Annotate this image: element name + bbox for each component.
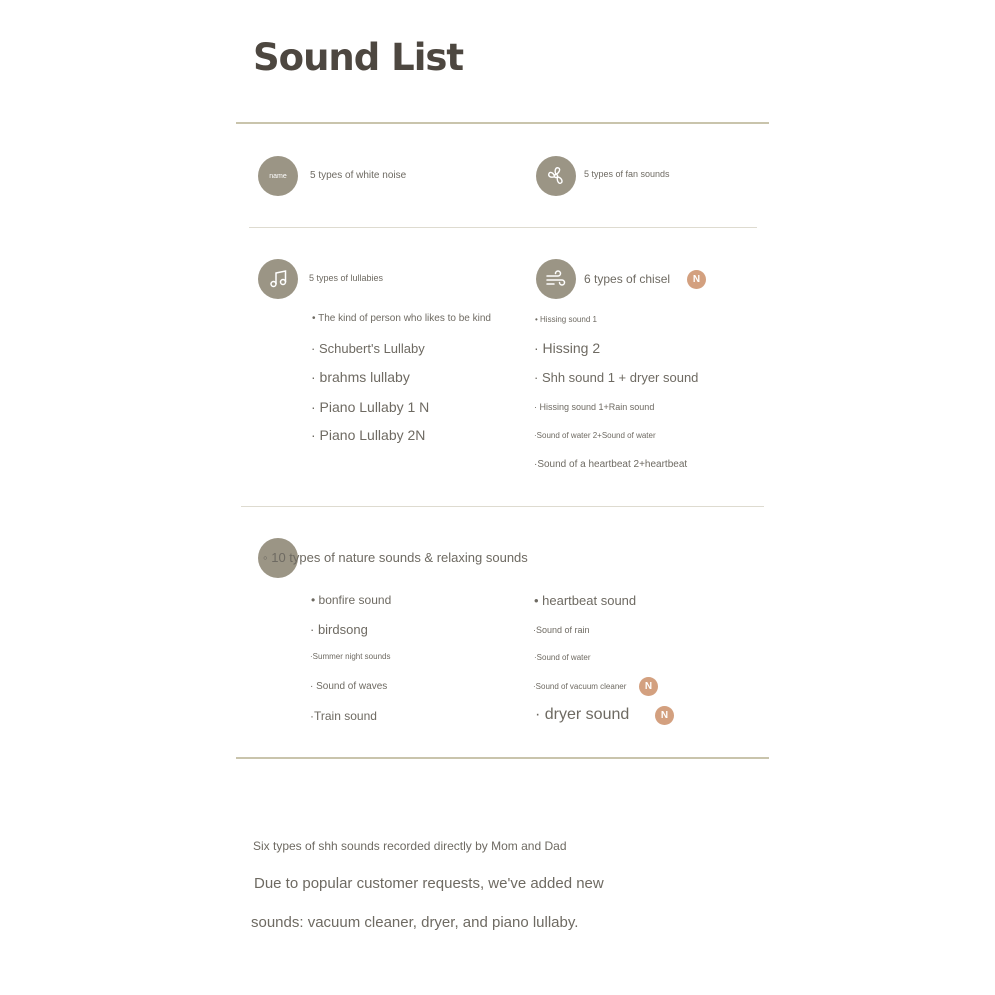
lullaby-item: · Piano Lullaby 2N	[311, 427, 426, 443]
white-noise-icon-label: name	[269, 172, 287, 180]
divider-2	[241, 506, 764, 507]
chisel-item: ·Sound of a heartbeat 2+heartbeat	[534, 459, 688, 470]
chisel-item: · Shh sound 1 + dryer sound	[534, 370, 699, 385]
lullaby-item: · Piano Lullaby 1 N	[311, 399, 430, 415]
chisel-item: • Hissing sound 1	[535, 315, 597, 324]
chisel-item: · Hissing sound 1+Rain sound	[534, 402, 655, 412]
fan-icon	[536, 156, 576, 196]
nature-item: ·Summer night sounds	[310, 652, 391, 661]
divider-1	[249, 227, 757, 228]
new-badge: N	[655, 706, 674, 725]
footer-note: Six types of shh sounds recorded directly by Mom and Dad	[253, 839, 567, 853]
nature-item: ·Sound of vacuum cleaner	[533, 682, 627, 691]
fan-heading: 5 types of fan sounds	[584, 169, 670, 179]
lullaby-item: • The kind of person who likes to be kind	[312, 313, 491, 324]
wind-icon	[536, 259, 576, 299]
nature-item: ·Sound of rain	[533, 625, 590, 635]
white-noise-icon	[258, 156, 298, 196]
new-badge: N	[687, 270, 706, 289]
chisel-item: ·Sound of water 2+Sound of water	[534, 431, 656, 440]
page-title: Sound List	[253, 36, 464, 79]
footer-text-line2: sounds: vacuum cleaner, dryer, and piano lullaby.	[251, 914, 579, 931]
top-divider	[236, 122, 769, 124]
nature-item: · Sound of waves	[310, 681, 388, 692]
nature-heading: ◦ 10 types of nature sounds & relaxing sounds	[263, 550, 528, 565]
nature-item: · dryer sound	[535, 706, 630, 723]
bottom-divider	[236, 757, 769, 759]
nature-item: ·Sound of water	[534, 653, 591, 662]
chisel-heading: 6 types of chisel	[584, 272, 671, 286]
nature-item: · birdsong	[310, 622, 368, 637]
white-noise-heading: 5 types of white noise	[310, 170, 407, 181]
music-note-icon	[258, 259, 298, 299]
lullabies-heading: 5 types of lullabies	[309, 273, 384, 283]
lullaby-item: · Schubert's Lullaby	[311, 341, 425, 356]
lullaby-item: · brahms lullaby	[311, 369, 410, 385]
nature-item: • heartbeat sound	[534, 593, 637, 608]
nature-item: • bonfire sound	[311, 593, 392, 607]
footer-text-line1: Due to popular customer requests, we've added new	[254, 875, 604, 892]
new-badge: N	[639, 677, 658, 696]
nature-item: ·Train sound	[310, 709, 377, 723]
chisel-item: · Hissing 2	[534, 340, 601, 356]
